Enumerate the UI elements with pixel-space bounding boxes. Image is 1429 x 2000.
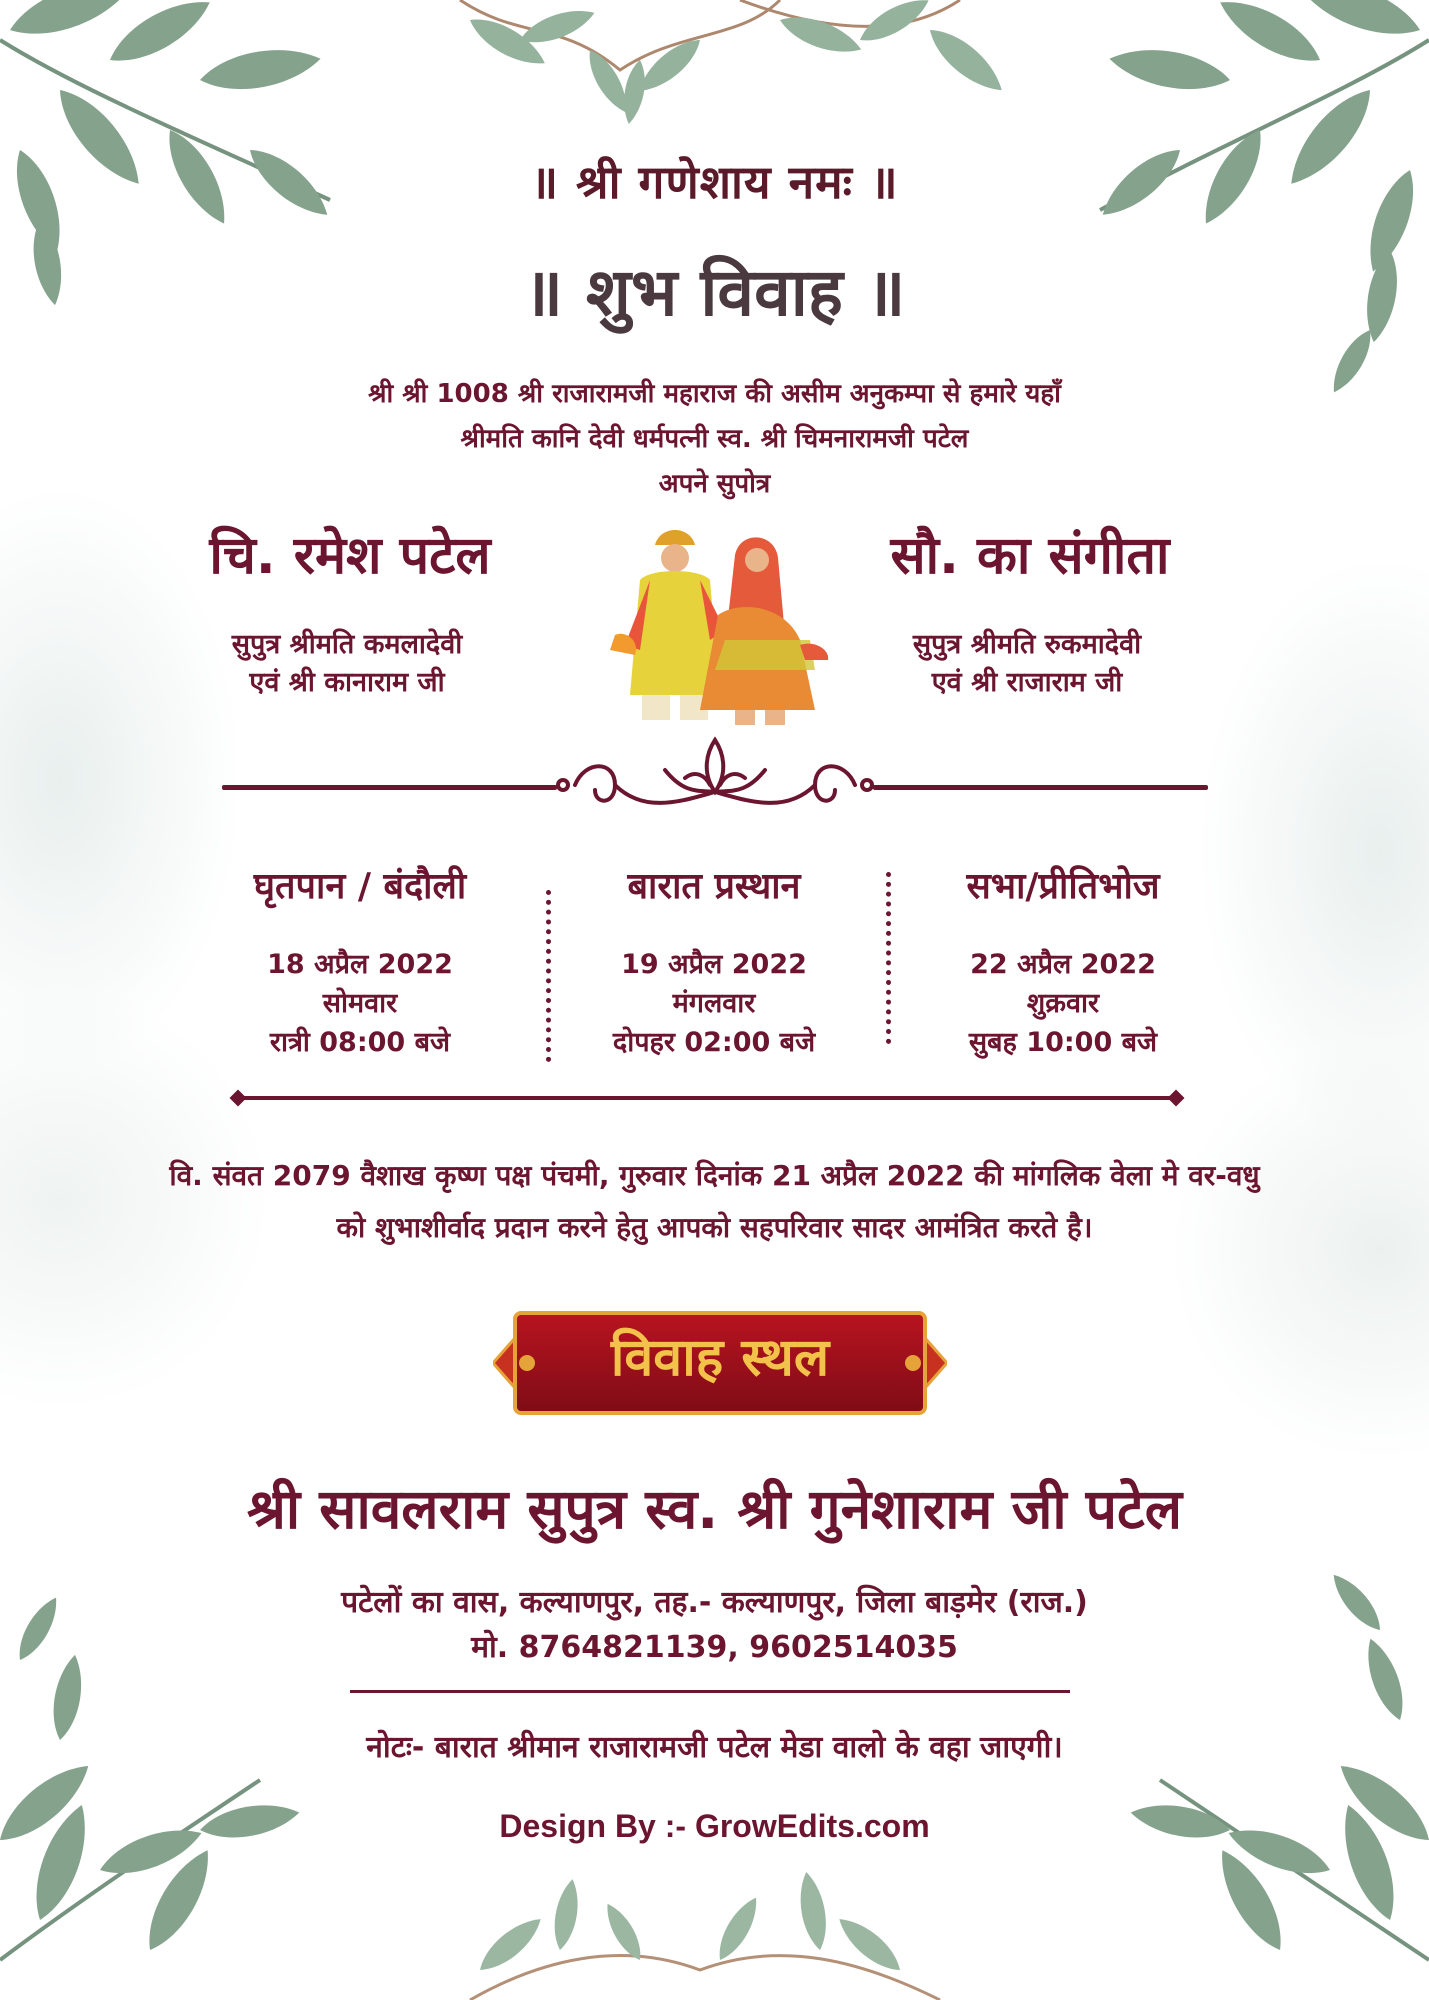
- note-text: नोटः- बारात श्रीमान राजारामजी पटेल मेडा वालो के वहा जाएगी।: [366, 1730, 1063, 1765]
- address-divider: [350, 1690, 1070, 1693]
- divider-left-line: [222, 785, 557, 790]
- invocation-heading: ॥ श्री गणेशाय नमः ॥: [530, 155, 899, 209]
- event-3-details: [873, 945, 1253, 1062]
- event-2-day: मंगलवार: [672, 988, 756, 1019]
- event-2-date: 19 अप्रैल 2022: [621, 949, 807, 980]
- floral-scroll-divider: [555, 730, 875, 818]
- intro-line-3: अपने सुपोत्र: [658, 469, 771, 499]
- groom-parents-line-2: एवं श्री कानाराम जी: [249, 667, 445, 698]
- groom-parents-line-1: सुपुत्र श्रीमति कमलादेवी: [231, 629, 463, 660]
- bride-parents-line-1: सुपुत्र श्रीमति रुकमादेवी: [912, 629, 1142, 660]
- intro-text: [0, 372, 1429, 507]
- event-1-details: [170, 945, 550, 1062]
- event-separator-2: [886, 872, 891, 1044]
- event-3-day: शुक्रवार: [1026, 988, 1100, 1019]
- venue-address-block: [0, 1580, 1429, 1670]
- event-2-time: दोपहर 02:00 बजे: [612, 1027, 816, 1058]
- section-divider: [236, 1096, 1178, 1100]
- event-1-day: सोमवार: [322, 988, 398, 1019]
- invitation-text: [0, 1150, 1429, 1254]
- invitation-line-1: वि. संवत 2079 वैशाख कृष्ण पक्ष पंचमी, गुरुवार दिनांक 21 अप्रैल 2022 की मांगलिक वेला मे वर-वधु: [169, 1159, 1260, 1192]
- event-2-title: बारात प्रस्थान: [627, 866, 801, 907]
- event-separator-1: [546, 890, 551, 1062]
- bride-parents: [807, 626, 1247, 702]
- event-3-time: सुबह 10:00 बजे: [968, 1027, 1158, 1058]
- event-3-title: सभा/प्रीतिभोज: [966, 866, 1160, 907]
- bride-parents-line-2: एवं श्री राजाराम जी: [931, 667, 1123, 698]
- bride-name: सौ. का संगीता: [890, 526, 1170, 586]
- venue-address: पटेलों का वास, कल्याणपुर, तह.- कल्याणपुर, जिला बाड़मेर (राज.): [341, 1585, 1088, 1620]
- bride-groom-illustration: [600, 520, 832, 728]
- venue-host: श्री सावलराम सुपुत्र स्व. श्री गुनेशाराम जी पटेल: [246, 1477, 1183, 1541]
- divider-right-line: [873, 785, 1208, 790]
- page-title: ॥ शुभ विवाह ॥: [523, 254, 906, 331]
- design-credit: Design By :- GrowEdits.com: [499, 1808, 930, 1844]
- groom-parents: [127, 626, 567, 702]
- venue-label: विवाह स्थल: [610, 1328, 830, 1388]
- intro-line-2: श्रीमति कानि देवी धर्मपत्नी स्व. श्री चिमनारामजी पटेल: [460, 424, 969, 454]
- groom-name: चि. रमेश पटेल: [209, 526, 491, 586]
- venue-phone: मो. 8764821139, 9602514035: [471, 1630, 958, 1665]
- event-1-title: घृतपान / बंदौली: [253, 866, 467, 907]
- invitation-line-2: को शुभाशीर्वाद प्रदान करने हेतु आपको सहपरिवार सादर आमंत्रित करते है।: [336, 1211, 1093, 1244]
- event-3-date: 22 अप्रैल 2022: [970, 949, 1156, 980]
- event-2-details: [524, 945, 904, 1062]
- event-1-date: 18 अप्रैल 2022: [267, 949, 453, 980]
- intro-line-1: श्री श्री 1008 श्री राजारामजी महाराज की असीम अनुकम्पा से हमारे यहाँ: [368, 379, 1061, 409]
- event-1-time: रात्री 08:00 बजे: [269, 1027, 451, 1058]
